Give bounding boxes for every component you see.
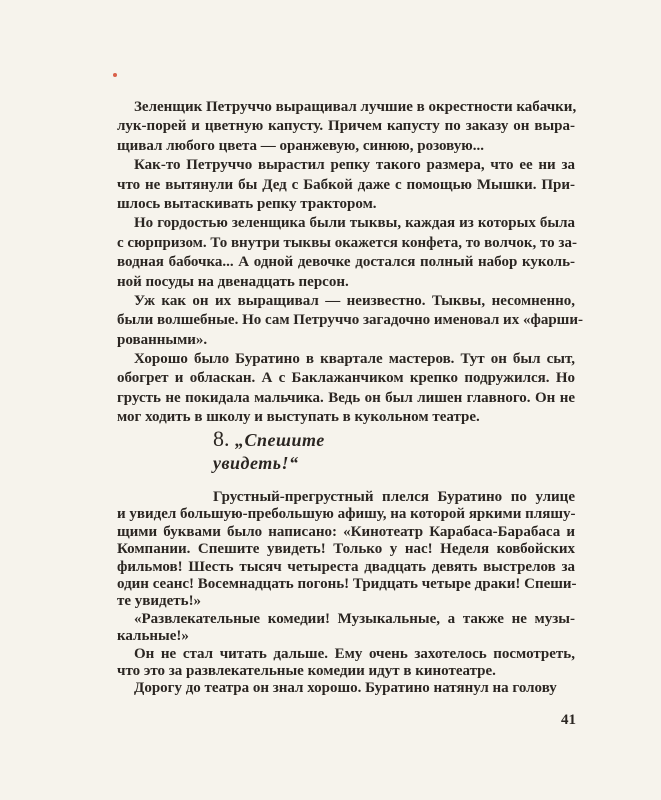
text-line: Как-то Петруччо вырастил репку такого размера, что ее ни за bbox=[134, 157, 575, 174]
paragraph bbox=[117, 214, 575, 292]
text-line: щивал любого цвета — оранжевую, синюю, розовую... bbox=[117, 137, 484, 154]
text-line: те увидеть!» bbox=[117, 593, 202, 610]
paragraph bbox=[117, 292, 583, 350]
text-line: один сеанс! Восемнадцать погонь! Тридцать четыре драки! Спеши- bbox=[117, 575, 577, 592]
paragraph bbox=[117, 646, 575, 681]
text-line: Он не стал читать дальше. Ему очень захотелось посмотреть, bbox=[134, 645, 575, 662]
text-line: что не вытянули бы Дед с Бабкой даже с помощью Мышки. При- bbox=[117, 176, 575, 193]
paragraph bbox=[117, 156, 575, 214]
text-line: были волшебные. Но сам Петруччо загадочно именовал их «фарши- bbox=[117, 312, 583, 329]
text-line: ной посуды на двенадцать персон. bbox=[117, 273, 349, 290]
text-line: водная бабочка... А одной девочке достался полный набор куколь- bbox=[117, 254, 575, 271]
text-line: фильмов! Шесть тысяч четыреста двадцать девять выстрелов за bbox=[117, 558, 575, 575]
text-line: Но гордостью зеленщика были тыквы, каждая из которых была bbox=[134, 215, 575, 232]
text-line: Уж как он их выращивал — неизвестно. Тыквы, несомненно, bbox=[134, 292, 575, 309]
text-section-2 bbox=[117, 489, 575, 698]
text-line: шлось вытаскивать репку трактором. bbox=[117, 195, 377, 212]
text-line: грусть не покидала мальчика. Ведь он был лишен главного. Он не bbox=[117, 389, 575, 406]
text-line: мог ходить в школу и выступать в кукольном театре. bbox=[117, 409, 480, 426]
text-line: щими буквами было написано: «Кинотеатр Карабаса-Барабаса и bbox=[117, 523, 575, 540]
text-line: «Развлекательные комедии! Музыкальные, а также не музы- bbox=[134, 610, 575, 627]
text-line: Дорогу до театра он знал хорошо. Буратино натянул на голову bbox=[134, 680, 557, 697]
text-line: кальные!» bbox=[117, 628, 189, 645]
text-section-1 bbox=[117, 98, 583, 428]
chapter-number: 8. bbox=[213, 426, 230, 451]
text-line: обогрет и обласкан. А с Баклажанчиком крепко подружился. Но bbox=[117, 370, 575, 387]
paragraph bbox=[117, 98, 575, 156]
text-line: Хорошо было Буратино в квартале мастеров. Тут он был сыт, bbox=[134, 351, 575, 368]
text-line: с сюрпризом. То внутри тыквы окажется конфета, то волчок, то за- bbox=[117, 234, 577, 251]
paragraph bbox=[117, 680, 575, 697]
text-line: и увидел большую-пребольшую афишу, на которой яркими пляшу- bbox=[117, 506, 576, 523]
text-line: Грустный-прегрустный плелся Буратино по улице bbox=[213, 489, 575, 505]
chapter-heading bbox=[213, 428, 325, 474]
text-line: рованными». bbox=[117, 331, 208, 348]
ink-spot bbox=[113, 73, 117, 77]
text-line: Компании. Спешите увидеть! Только у нас! Неделя ковбойских bbox=[117, 541, 575, 558]
paragraph bbox=[117, 350, 575, 428]
chapter-title-line-1: „Спешите bbox=[235, 430, 325, 450]
text-line: что это за развлекательные комедии идут в кинотеатре. bbox=[117, 662, 496, 679]
text-line: лук-порей и цветную капусту. Причем капусту по заказу он выра- bbox=[117, 118, 575, 135]
page-number: 41 bbox=[561, 712, 576, 728]
paragraph bbox=[117, 489, 575, 611]
text-line: Зеленщик Петруччо выращивал лучшие в окрестности кабачки, bbox=[134, 99, 577, 115]
paragraph bbox=[117, 611, 575, 646]
chapter-title-line-2: увидеть!“ bbox=[213, 453, 299, 473]
